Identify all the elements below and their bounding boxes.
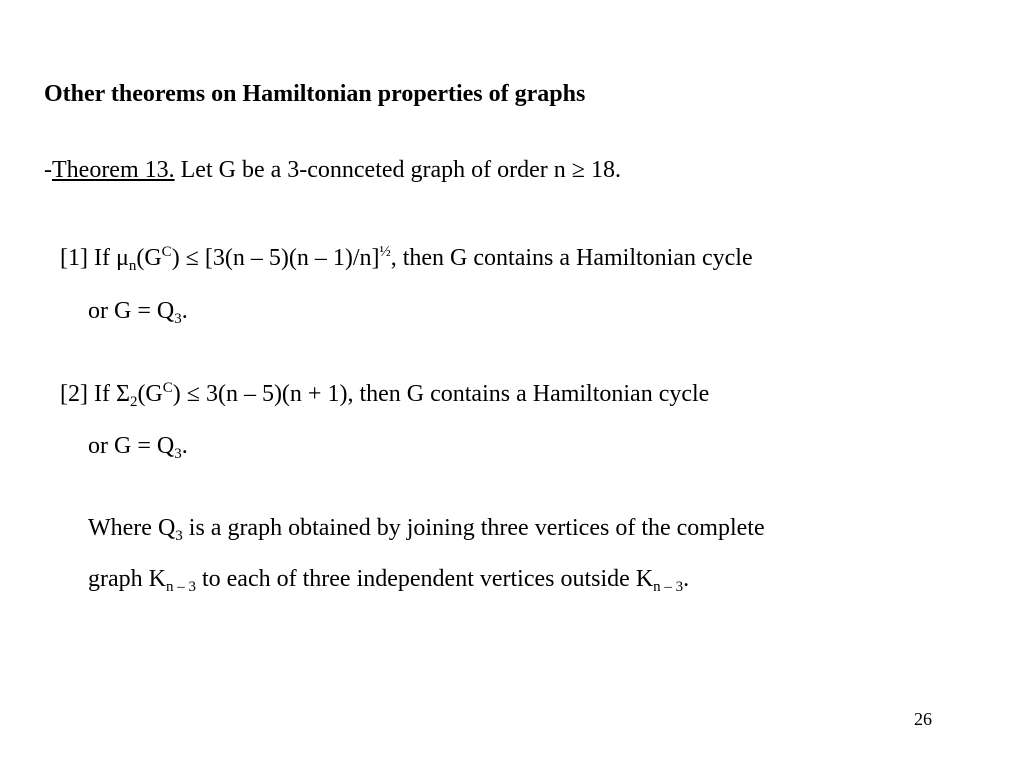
theorem-statement: Let G be a 3-connceted graph of order n ≥ 18.: [174, 157, 621, 183]
condition-1-sup-half: ½: [379, 244, 391, 260]
definition-k-sub-1: n – 3: [165, 579, 196, 595]
condition-2-or-text: or G = Q: [88, 433, 175, 459]
theorem-name: Theorem 13.: [52, 157, 175, 183]
condition-2-sub-2: 2: [129, 394, 138, 410]
page-number: 26: [914, 709, 932, 729]
condition-1-part-4: , then G contains a Hamiltonian cycle: [390, 245, 753, 271]
condition-1-q-sub: 3: [174, 311, 182, 327]
condition-2-line-2: [88, 432, 188, 460]
definition-where-text: Where Q: [88, 515, 176, 541]
definition-line-2: [88, 565, 689, 593]
definition-k-sub-2: n – 3: [653, 579, 684, 595]
definition-text-2: to each of three independent vertices outside K: [195, 566, 654, 592]
condition-1-part-2: (G: [136, 245, 162, 271]
condition-1-sub-n: n: [128, 258, 137, 274]
condition-1-line-1: [60, 244, 753, 272]
definition-line-1: [88, 514, 765, 542]
theorem-dash: -: [44, 157, 52, 183]
definition-period: .: [683, 566, 690, 592]
condition-1-part-1: [1] If μ: [60, 245, 129, 271]
condition-1-line-2: [88, 297, 188, 325]
condition-2-q-sub: 3: [174, 446, 182, 462]
condition-1-sup-c: C: [161, 244, 172, 260]
condition-2-sup-c: C: [162, 380, 173, 396]
definition-q-sub: 3: [175, 528, 183, 544]
condition-2-part-3: ) ≤ 3(n – 5)(n + 1), then G contains a Hamiltonian cycle: [172, 381, 710, 407]
definition-graph-k: graph K: [88, 566, 166, 592]
condition-2-part-2: (G: [137, 381, 163, 407]
definition-text-1: is a graph obtained by joining three vertices of the complete: [182, 515, 765, 541]
condition-1-or-text: or G = Q: [88, 298, 175, 324]
condition-2-period: .: [181, 433, 188, 459]
theorem-13-line: [44, 156, 621, 184]
condition-2-part-1: [2] If Σ: [60, 381, 130, 407]
condition-1-part-3: ) ≤ [3(n – 5)(n – 1)/n]: [171, 245, 380, 271]
condition-2-line-1: [60, 380, 709, 408]
slide-title: Other theorems on Hamiltonian properties of graphs: [44, 81, 586, 107]
condition-1-period: .: [181, 298, 188, 324]
